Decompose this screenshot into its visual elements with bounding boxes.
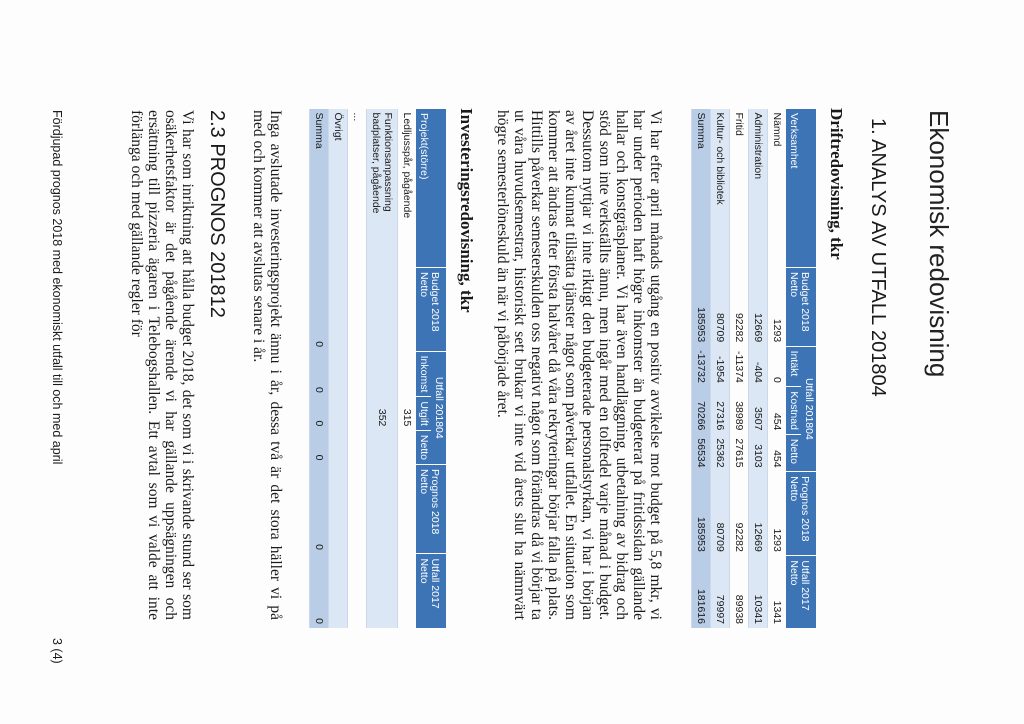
table-cell: -1954 [711, 346, 730, 387]
table-cell: 352 [367, 397, 398, 431]
table-cell [367, 430, 398, 464]
table-row [749, 109, 768, 629]
table-cell: 0 [310, 465, 329, 554]
table-cell: 454 [768, 434, 787, 471]
col-inv-prognos: Prognos 2018 Netto [416, 465, 446, 554]
col-group-utfall: Utfall 201804 [801, 346, 816, 471]
drift-header-row [801, 109, 816, 629]
section-heading-analys: 1. ANALYS AV UTFALL 201804 [867, 118, 889, 397]
table-cell [398, 554, 417, 628]
col-inv-utgift: Utgift [416, 397, 431, 431]
row-label: Summa [310, 109, 329, 268]
table-cell: -404 [749, 346, 768, 387]
table-cell: -11374 [730, 346, 749, 387]
col-netto: Netto [786, 434, 801, 471]
table-cell [367, 351, 398, 397]
sum-row [310, 109, 329, 629]
section-heading-prognos: 2.3 PROGNOS 201812 [206, 110, 228, 318]
table-cell [348, 554, 367, 628]
table-cell [329, 465, 348, 554]
table-cell [329, 397, 348, 431]
table-cell: 92282 [730, 472, 749, 556]
table-cell: 56534 [692, 434, 711, 471]
table-cell: 10341 [749, 556, 768, 628]
row-label: ... [348, 109, 367, 268]
table-cell: 3507 [749, 387, 768, 435]
row-label: Administration [749, 109, 768, 268]
row-label: Kultur- och bibliotek [711, 109, 730, 268]
sum-row [692, 109, 711, 629]
table-cell [398, 351, 417, 397]
row-label: Summa [692, 109, 711, 268]
table-cell [367, 554, 398, 628]
table-cell: 0 [310, 554, 329, 628]
table-cell: 181616 [692, 556, 711, 628]
table-cell: 80709 [711, 268, 730, 347]
table-cell: 185953 [692, 472, 711, 556]
col-inv-budget: Budget 2018 Netto [416, 268, 446, 352]
table-cell [348, 351, 367, 397]
table-cell [348, 430, 367, 464]
table-cell: 12669 [749, 268, 768, 347]
table-cell [367, 465, 398, 554]
table-cell: 454 [768, 387, 787, 435]
table-cell: 1293 [768, 472, 787, 556]
document-title: Ekonomisk redovisning [924, 110, 954, 378]
table-cell: 38989 [730, 387, 749, 435]
table-cell: 92282 [730, 268, 749, 347]
row-label: Övrigt [329, 109, 348, 268]
row-label: Funktionsanpassning badplatser, pågående [367, 109, 398, 268]
row-label: Ledljusspår, pågående [398, 109, 417, 268]
table-cell: 25362 [711, 434, 730, 471]
table-cell: 12669 [749, 472, 768, 556]
col-budget: Budget 2018 Netto [786, 268, 816, 347]
table-cell: 0 [310, 430, 329, 464]
footer-note: Fördjupad prognos 2018 med ekonomiskt utfall till och med april [50, 110, 64, 465]
drift-heading: Driftredovisning, tkr [827, 108, 846, 260]
table-cell: 185953 [692, 268, 711, 347]
col-prognos: Prognos 2018 Netto [786, 472, 816, 556]
investment-paragraph: Inga avslutade investeringsprojekt ännu i år, dessa två är det stora häller vi på med och kommer att avslutas senare i år. [250, 110, 284, 620]
table-cell [329, 268, 348, 352]
table-cell: 0 [768, 346, 787, 387]
table-cell: 70266 [692, 387, 711, 435]
table-row [711, 109, 730, 629]
table-row [348, 109, 367, 629]
table-cell [329, 554, 348, 628]
table-cell: 27615 [730, 434, 749, 471]
col-kostnad: Kostnad [786, 387, 801, 435]
table-cell: 0 [310, 397, 329, 431]
table-cell [398, 465, 417, 554]
col-inv-netto: Netto [416, 430, 431, 464]
drift-table [691, 108, 816, 628]
table-cell [398, 268, 417, 352]
investment-table [309, 108, 446, 628]
col-inv-group-utfall: Utfall 201804 [431, 351, 446, 464]
table-cell [329, 430, 348, 464]
table-row [367, 109, 398, 629]
table-cell: 1341 [768, 556, 787, 628]
row-label: Nämnd [768, 109, 787, 268]
prognos-paragraph: Vi har som inriktning att hålla budget 2018, det som vi i skrivande stund ser som osäkerhetsfaktor är det pågående ärende vi har gällande uppsägningen och ersättning till pizzeria ägaren i Telebogshallen. Ett avtal som vi valde att inte förlänga och med gällande regler för [128, 110, 196, 620]
table-row [329, 109, 348, 629]
investment-heading: Investeringsredovisning, tkr [457, 108, 476, 313]
col-verksamhet: Verksamhet [786, 109, 816, 268]
table-cell: 315 [398, 397, 417, 431]
table-cell: 79997 [711, 556, 730, 628]
page-number: 3 (4) [50, 638, 64, 664]
table-cell: 0 [310, 351, 329, 397]
table-cell [348, 268, 367, 352]
table-cell [348, 465, 367, 554]
col-utfall2017: Utfall 2017 Netto [786, 556, 816, 628]
table-cell: 89938 [730, 556, 749, 628]
table-cell [398, 430, 417, 464]
row-label: Fritid [730, 109, 749, 268]
table-cell [348, 397, 367, 431]
table-row [768, 109, 787, 629]
table-cell: 3103 [749, 434, 768, 471]
table-cell: 0 [310, 268, 329, 352]
col-inv-utfall2017: Utfall 2017 Netto [416, 554, 446, 628]
table-cell: 80709 [711, 472, 730, 556]
table-row [398, 109, 417, 629]
table-cell: 1293 [768, 268, 787, 347]
col-projekt: Projekt(större) [416, 109, 446, 268]
col-intakt: Intäkt [786, 346, 801, 387]
table-cell [329, 351, 348, 397]
table-cell: -13732 [692, 346, 711, 387]
col-inv-inkomst: Inkomst [416, 351, 431, 397]
analysis-paragraph: Vi har efter april månads utgång en positiv avvikelse mot budget på 5,8 mkr, vi har under perioden haft högre inkomster än budgeterat på fritidssidan gällande hallar och konstgräsplaner. Vi har även handläggning, utbetalning av bidrag och stöd som inte verkställts ännu, men ingår med en tolftedel varje månad i budget. Dessutom nyttjar vi inte riktigt den budgeterade personalstyrkan, vi har i början av året inte kunnat tillsätta tjänster något som påverkar utfallet. En situation som kommer att ändras efter första halvåret då våra rekryteringar börjar falla på plats. Hittills påverkar semesterskulden oss negativt något som förändras då vi börjar ta ut våra huvudsemestrar, historiskt sett brukar vi inte vid årets slut ha nämnvärt högre semesterlöneskuld än när vi påbörjade året. [494, 110, 664, 620]
table-cell [367, 268, 398, 352]
table-row [730, 109, 749, 629]
table-cell: 27316 [711, 387, 730, 435]
